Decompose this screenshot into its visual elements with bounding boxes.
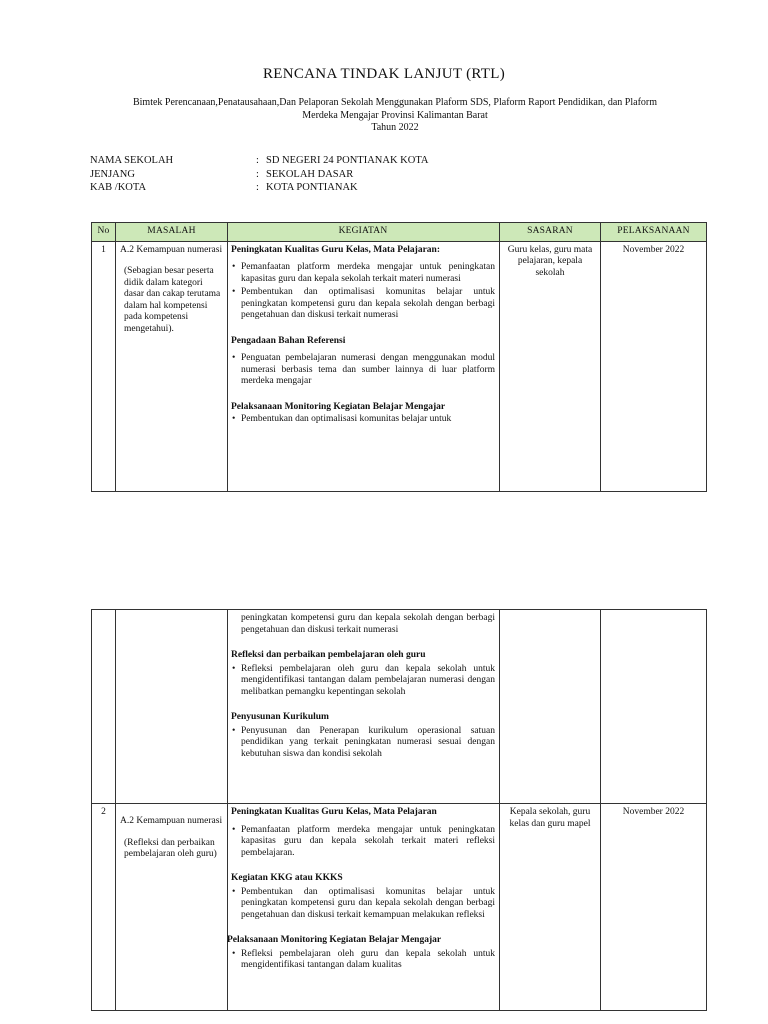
list-item: • Pembentukan dan optimalisasi komunitas belajar untuk peningkatan kompetensi guru dan kepala sekolah dengan berbagi pengetahuan dan diskusi terkait numerasi — [231, 287, 495, 322]
kegiatan-list — [231, 262, 495, 322]
kegiatan-cell — [228, 610, 500, 804]
kegiatan-cell — [228, 241, 500, 491]
rtl-table-part-2 — [91, 609, 707, 1011]
kegiatan-heading: Kegiatan KKG atau KKKS — [231, 873, 343, 883]
document-title: RENCANA TINDAK LANJUT (RTL) — [262, 66, 506, 82]
kegiatan-heading: Pelaksanaan Monitoring Kegiatan Belajar Mengajar — [231, 401, 446, 412]
kegiatan-heading: Pelaksanaan Monitoring Kegiatan Belajar Mengajar — [227, 935, 442, 945]
header-pelaksanaan: PELAKSANAAN — [601, 223, 707, 242]
header-kegiatan: KEGIATAN — [228, 223, 500, 242]
subtitle-line-3: Tahun 2022 — [371, 122, 419, 133]
document-subtitle — [100, 97, 690, 135]
masalah-cell — [116, 804, 228, 1011]
header-sasaran: SASARAN — [500, 223, 601, 242]
masalah-note: (Refleksi dan perbaikan pembelajaran oleh guru) — [124, 837, 217, 859]
kegiatan-heading: Peningkatan Kualitas Guru Kelas, Mata Pelajaran: — [231, 244, 440, 255]
sasaran-cell: Kepala sekolah, guru kelas dan guru mapel — [500, 804, 601, 1011]
masalah-note: (Sebagian besar peserta didik dalam kategori dasar dan cakap terutama dalam hal kompetensi pada kompetensi mengetahui). — [124, 266, 221, 334]
kegiatan-cell — [228, 804, 500, 1011]
kegiatan-list — [231, 664, 495, 699]
table-row — [92, 241, 707, 491]
list-item: • Penyusunan dan Penerapan kurikulum operasional satuan pendidikan yang terkait peningkatan numerasi sesuai dengan kebutuhan siswa dan kondisi sekolah — [231, 726, 495, 761]
kegiatan-heading: Penyusunan Kurikulum — [231, 712, 329, 722]
list-item: • Refleksi pembelajaran oleh guru dan kepala sekolah untuk mengidentifikasi tantangan dalam pembelajaran numerasi dengan melibatkan pemangku kepentingan sekolah — [231, 664, 495, 699]
list-item: • Refleksi pembelajaran oleh guru dan kepala sekolah untuk mengidentifikasi tantangan dalam kualitas — [231, 949, 495, 972]
masalah-title: A.2 Kemampuan numerasi — [120, 816, 223, 826]
info-colon: : — [256, 155, 259, 166]
kegiatan-heading: Pengadaan Bahan Referensi — [231, 335, 346, 346]
info-value: SD NEGERI 24 PONTIANAK KOTA — [266, 155, 429, 166]
kegiatan-list — [231, 414, 495, 426]
row-number: 1 — [92, 241, 116, 491]
info-value: SEKOLAH DASAR — [266, 168, 354, 180]
info-row-school-name — [90, 154, 428, 168]
kegiatan-list — [231, 949, 495, 972]
list-item: • Pemanfaatan platform merdeka mengajar untuk peningkatan kapasitas guru dan kepala sekolah terkait materi numerasi — [231, 262, 495, 285]
table-row — [92, 610, 707, 804]
pelaksanaan-cell-empty — [601, 610, 707, 804]
info-label: NAMA SEKOLAH — [90, 155, 174, 166]
list-item: • Pembentukan dan optimalisasi komunitas belajar untuk — [231, 414, 495, 426]
kegiatan-list — [231, 825, 495, 860]
row-number-empty — [92, 610, 116, 804]
subtitle-line-1: Bimtek Perencanaan,Penatausahaan,Dan Pelaporan Sekolah Menggunakan Plaform SDS, Plaform Raport Pendidikan, dan Plaform — [132, 97, 658, 108]
row-number: 2 — [92, 804, 116, 1011]
info-colon: : — [256, 182, 259, 193]
info-label: KAB /KOTA — [90, 182, 147, 193]
kegiatan-heading: Peningkatan Kualitas Guru Kelas, Mata Pelajaran — [231, 807, 437, 817]
list-item: • Pembentukan dan optimalisasi komunitas belajar untuk peningkatan kompetensi guru dan kepala sekolah dengan berbagi pengetahuan dan diskusi terkait kemampuan melakukan refleksi — [231, 887, 495, 922]
continuation-text: peningkatan kompetensi guru dan kepala sekolah dengan berbagi pengetahuan dan diskusi terkait numerasi — [241, 613, 495, 635]
rtl-table-part-1 — [91, 222, 707, 492]
info-colon: : — [256, 168, 259, 180]
masalah-cell-empty — [116, 610, 228, 804]
masalah-cell — [116, 241, 228, 491]
info-row-city — [90, 181, 428, 195]
table-row — [92, 804, 707, 1011]
sasaran-cell-empty — [500, 610, 601, 804]
header-masalah: MASALAH — [116, 223, 228, 242]
pelaksanaan-cell: November 2022 — [601, 241, 707, 491]
kegiatan-continuation — [231, 613, 495, 636]
list-item: • Pemanfaatan platform merdeka mengajar untuk peningkatan kapasitas guru dan kepala sekolah terkait materi refleksi pembelajaran. — [231, 825, 495, 860]
subtitle-line-2: Merdeka Mengajar Provinsi Kalimantan Barat — [302, 109, 488, 121]
kegiatan-heading: Refleksi dan perbaikan pembelajaran oleh guru — [231, 650, 426, 660]
header-no: No — [92, 223, 116, 242]
sasaran-cell: Guru kelas, guru mata pelajaran, kepala sekolah — [500, 241, 601, 491]
kegiatan-list — [231, 887, 495, 922]
info-row-level — [90, 168, 428, 182]
info-value: KOTA PONTIANAK — [266, 182, 358, 193]
kegiatan-list — [231, 726, 495, 761]
school-info — [90, 154, 428, 195]
list-item: • Penguatan pembelajaran numerasi dengan menggunakan modul numerasi berbasis tema dan sumber lainnya di luar platform merdeka mengajar — [231, 353, 495, 388]
table-header-row — [92, 223, 707, 242]
masalah-title: A.2 Kemampuan numerasi — [120, 244, 223, 255]
kegiatan-list — [231, 353, 495, 388]
pelaksanaan-cell: November 2022 — [601, 804, 707, 1011]
info-label: JENJANG — [90, 168, 135, 180]
